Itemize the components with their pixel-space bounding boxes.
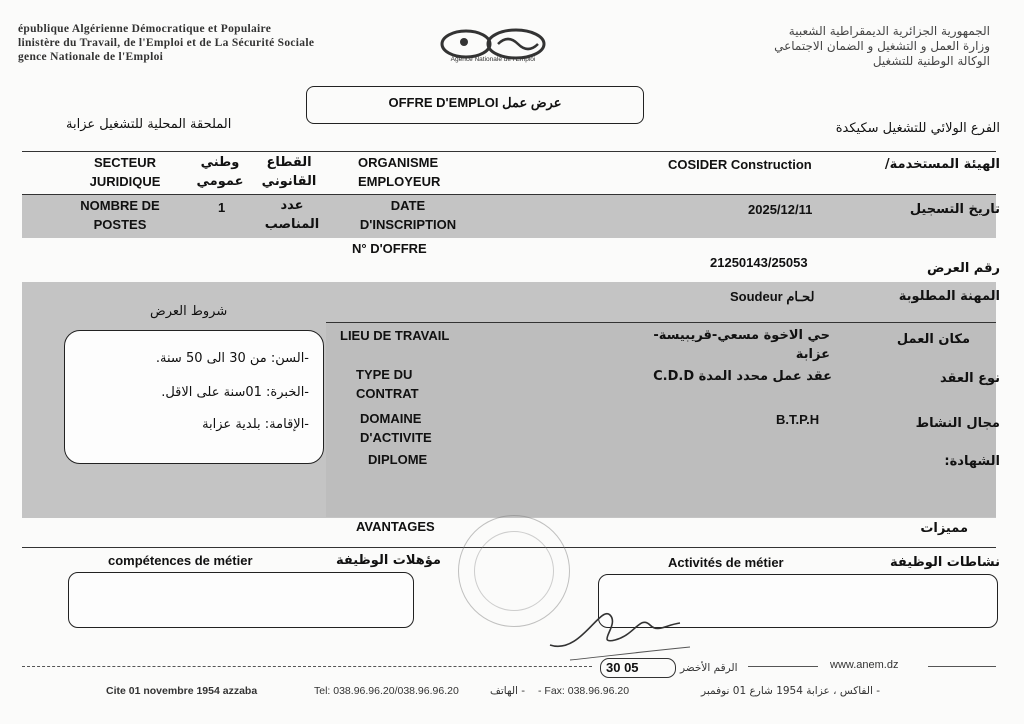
type-contrat-value: عقد عمل محدد المدة C.D.D: [653, 369, 832, 384]
green-number-label: الرقم الأخضر: [680, 662, 738, 674]
lieu-travail-value: حي الاخوة مسعي-قريبيسة- عزابة: [653, 328, 830, 362]
conditions-box: [64, 330, 324, 464]
positions-count-ar: عدد المناصب: [264, 198, 320, 232]
page-title: OFFRE D'EMPLOI عرض عمل: [388, 95, 562, 110]
organisme-value: COSIDER Construction: [668, 157, 812, 172]
date-inscription-value: 2025/12/11: [748, 202, 813, 217]
offer-number-value: 21250143/25053: [710, 255, 808, 270]
address-fr: Cite 01 novembre 1954 azzaba: [106, 685, 258, 697]
conditions-title: شروط العرض: [150, 304, 228, 319]
header-ar-line: وزارة العمل و التشغيل و الضمان الاجتماعي: [774, 39, 990, 53]
date-inscription-label: DATE D'INSCRIPTION: [359, 198, 457, 232]
header-ar-line: الوكالة الوطنية للتشغيل: [872, 54, 990, 68]
competences-box: [68, 572, 414, 628]
fax: - Fax: 038.96.96.20: [538, 685, 630, 697]
diplome-label: DIPLOME: [368, 452, 428, 467]
condition-experience: -الخبرة: 01سنة على الاقل.: [161, 385, 309, 400]
nombre-postes-value: 1: [218, 200, 226, 215]
divider: [22, 194, 996, 195]
website[interactable]: www.anem.dz: [830, 659, 899, 671]
avantages-label: AVANTAGES: [356, 519, 435, 534]
anem-logo-icon: [428, 24, 558, 80]
lieu-travail-label: LIEU DE TRAVAIL: [340, 328, 450, 343]
condition-age: -السن: من 30 الى 50 سنة.: [155, 351, 309, 366]
profession-ar: المهنة المطلوبة: [898, 289, 1000, 304]
address-ar: - الفاكس ، عزابة 1954 شارع 01 نوفمبر: [701, 685, 880, 697]
domaine-activite-label: DOMAINE D'ACTIVITE: [360, 411, 432, 445]
signature-icon: [540, 585, 700, 665]
legal-sector-label: القطاع القانوني: [261, 155, 317, 189]
header-fr-line: gence Nationale de l'Emploi: [18, 51, 164, 63]
header-fr-line: épublique Algérienne Démocratique et Populaire: [18, 23, 272, 35]
telephone-ar: - الهاتف: [490, 685, 526, 697]
green-number: 30 05: [606, 660, 639, 675]
footer-divider-right: [928, 666, 996, 667]
offer-number-label: N° D'OFFRE: [352, 241, 427, 256]
header-fr-line: linistère du Travail, de l'Emploi et de La Sécurité Sociale: [18, 37, 315, 49]
nombre-postes-label: NOMBRE DE POSTES: [80, 198, 160, 232]
domaine-activite-value: B.T.P.H: [776, 412, 820, 427]
divider: [22, 151, 996, 152]
activites-label: Activités de métier: [668, 555, 784, 570]
header-french: [18, 22, 314, 64]
regional-branch: الفرع الولائي للتشغيل سكيكدة: [835, 121, 1000, 136]
secteur-label: SECTEUR JURIDIQUE: [89, 155, 161, 189]
local-agency: الملحقة المحلية للتشغيل عزابة: [66, 117, 232, 132]
competences-label: compétences de métier: [108, 553, 253, 568]
footer-divider-left: [22, 666, 592, 667]
organisme-label: ORGANISME EMPLOYEUR: [358, 155, 441, 189]
divider: [326, 322, 996, 323]
header-arabic: [774, 24, 990, 69]
organisme-ar-label: الهيئة المستخدمة/: [884, 157, 1000, 172]
condition-residence: -الإقامة: بلدية عزابة: [202, 417, 309, 432]
logo-caption: Agence Nationale de l'Emploi: [450, 56, 536, 63]
telephone: Tel: 038.96.96.20/038.96.96.20: [314, 685, 459, 697]
type-contrat-ar: نوع العقد: [940, 371, 1000, 386]
footer-divider-mid: [748, 666, 818, 667]
type-contrat-label: TYPE DU CONTRAT: [356, 367, 419, 401]
activites-ar: نشاطات الوظيفة: [890, 555, 1000, 570]
domaine-activite-ar: مجال النشاط: [915, 416, 1000, 431]
header-ar-line: الجمهورية الجزائرية الديمقراطية الشعبية: [788, 24, 990, 38]
lieu-travail-ar: مكان العمل: [896, 332, 970, 347]
diplome-ar: الشهادة:: [944, 454, 1000, 469]
profession-value: Soudeur لحـام: [730, 289, 815, 304]
qualifications-ar: مؤهلات الوظيفة: [336, 553, 441, 568]
avantages-ar: مميزات: [920, 521, 968, 536]
date-inscription-ar: تاريخ التسجيل: [909, 202, 1000, 217]
offer-number-ar: رقم العرض: [927, 261, 1000, 276]
national-public-label: وطني عمومي: [196, 155, 244, 189]
